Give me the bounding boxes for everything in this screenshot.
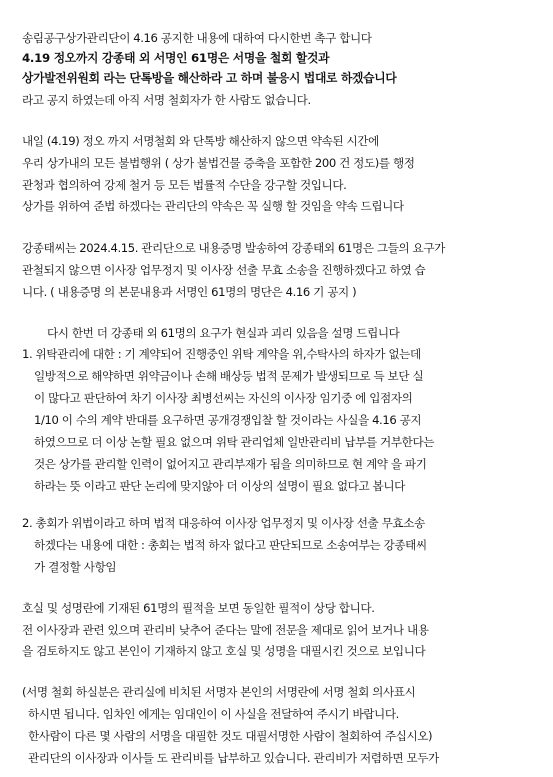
paragraph-6-line-4: 관리단의 이사장과 이사들 도 관리비를 납부하고 있습니다. 관리비가 저렴하면 모두가 (28, 751, 439, 765)
intro-line-4: 라고 공지 하였는데 아직 서명 철회자가 한 사람도 없습니다. (22, 93, 311, 107)
item-1-line-3: 이 많다고 판단하여 차기 이사장 최병선씨는 자신의 이사장 임기중 에 입점자의 (34, 391, 413, 405)
item-1-line-4: 1/10 이 수의 계약 반대를 요구하면 공개경쟁입찰 할 것이라는 사실을 4.16 공지 (34, 413, 422, 427)
paragraph-5-line-3: 을 검토하지도 않고 본인이 기재하지 않고 호실 및 성명을 대필시킨 것으로 보입니다 (22, 644, 426, 658)
paragraph-6-line-2: 하시면 됩니다. 임차인 에게는 임대인이 이 사실을 전달하여 주시기 바랍니다. (28, 707, 399, 721)
item-2-line-1: 2. 총회가 위법이라고 하며 법적 대응하여 이사장 업무정지 및 이사장 선출 무효소송 (22, 516, 425, 530)
paragraph-3-line-1: 강종태씨는 2024.4.15. 관리단으로 내용증명 발송하여 강종태외 61명은 그들의 요구가 (22, 241, 445, 255)
paragraph-6-line-1: (서명 철회 하실분은 관리실에 비치된 서명자 본인의 서명란에 서명 철회 의사표시 (22, 685, 416, 699)
paragraph-5-line-1: 호실 및 성명란에 기재된 61명의 필적을 보면 동일한 필적이 상당 합니다. (22, 601, 375, 615)
paragraph-6-line-3: 한사람이 다른 몇 사람의 서명을 대필한 것도 대필서명한 사람이 철회하여 주십시오) (28, 729, 433, 743)
paragraph-2-line-4: 상가를 위하여 준법 하겠다는 관리단의 약속은 꼭 실행 할 것임을 약속 드립니다 (22, 199, 404, 213)
item-1-line-2: 일방적으로 해약하면 위약금이나 손해 배상등 법적 문제가 발생되므로 득 보단 실 (34, 369, 424, 383)
item-2-line-3: 가 결정할 사항임 (34, 560, 117, 574)
item-1-line-6: 것은 상가를 관리할 인력이 없어지고 관리부재가 됨을 의미하므로 현 계약 을 파기 (34, 457, 427, 471)
paragraph-5-line-2: 전 이사장과 관련 있으며 관리비 낮추어 준다는 말에 전문을 제대로 읽어 보거나 내용 (22, 623, 429, 637)
item-2-line-2: 하겠다는 내용에 대한 : 총회는 법적 하자 없다고 판단되므로 소송여부는 강종태씨 (34, 538, 427, 552)
paragraph-2-line-1: 내일 (4.19) 정오 까지 서명철회 와 단톡방 해산하지 않으면 약속된 시간에 (22, 134, 379, 148)
intro-line-1: 송림공구상가관리단이 4.16 공지한 내용에 대하여 다시한번 촉구 합니다 (22, 31, 372, 45)
paragraph-3-line-2: 관철되지 않으면 이사장 업무정지 및 이사장 선출 무효 소송을 진행하겠다고 하였 습 (22, 263, 426, 277)
paragraph-3-line-3: 니다. ( 내용증명 의 본문내용과 서명인 61명의 명단은 4.16 기 공지 ) (22, 285, 357, 299)
intro-line-2-bold: 4.19 정오까지 강종태 외 서명인 61명은 서명을 철회 할것과 (22, 51, 330, 65)
paragraph-2-line-3: 관청과 협의하여 강제 철거 등 모든 법률적 수단을 강구할 것입니다. (22, 178, 347, 192)
item-1-line-7: 하라는 뜻 이라고 판단 논리에 맞지않아 더 이상의 설명이 필요 없다고 봅니다 (34, 479, 405, 493)
item-1-line-5: 하였으므로 더 이상 논할 필요 없으며 위탁 관리업체 일반관리비 납부를 거부한다는 (34, 435, 435, 449)
item-1-line-1: 1. 위탁관리에 대한 : 기 계약되어 진행중인 위탁 계약을 위,수탁사의 하자가 없는데 (22, 347, 421, 361)
paragraph-4-heading: 다시 한번 더 강종태 외 61명의 요구가 현실과 괴리 있음을 설명 드립니다 (47, 326, 400, 340)
intro-line-3-bold: 상가발전위원회 라는 단톡방을 해산하라 고 하며 불응시 법대로 하겠습니다 (22, 71, 397, 85)
paragraph-2-line-2: 우리 상가내의 모든 불법행위 ( 상가 불법건물 증축을 포함한 200 건 정도)를 행정 (22, 156, 415, 170)
